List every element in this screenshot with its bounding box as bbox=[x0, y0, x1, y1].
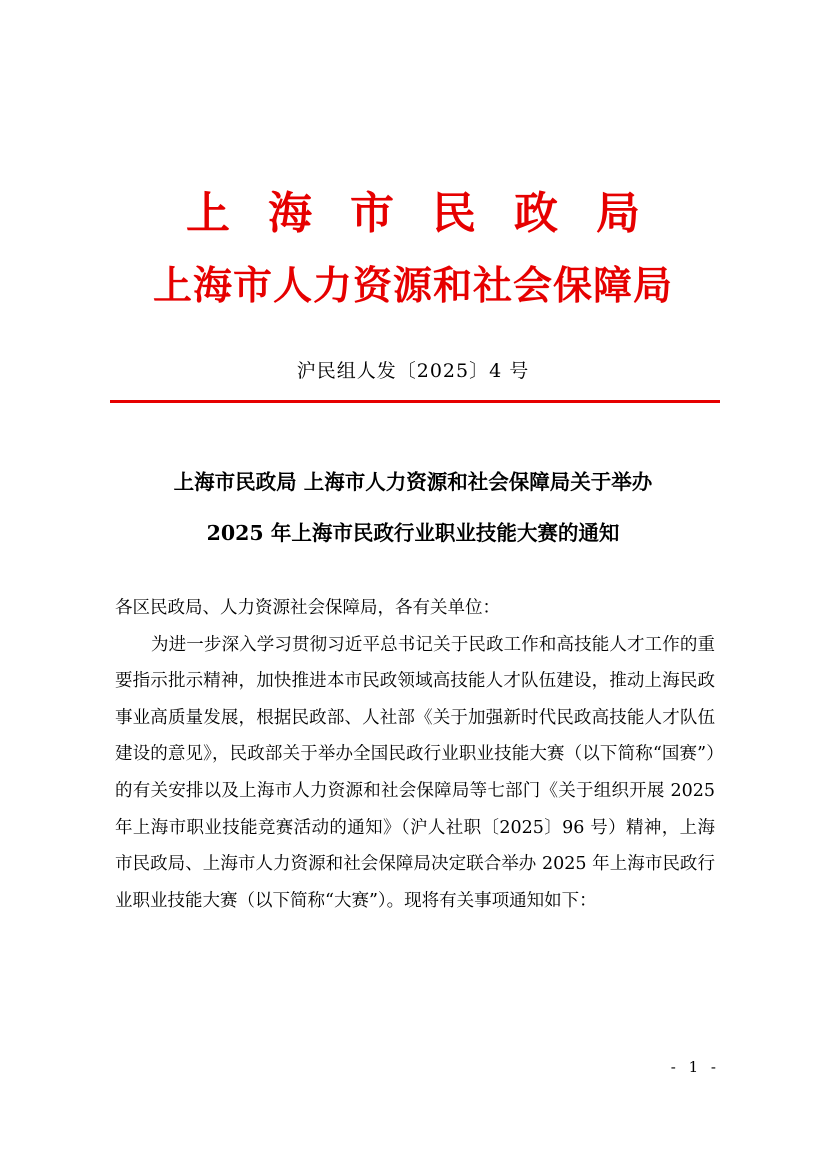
body-paragraph: 为进一步深入学习贯彻习近平总书记关于民政工作和高技能人才工作的重要指示批示精神，加快推进本市民政领域高技能人才队伍建设，推动上海民政事业高质量发展，根据民政部、人社部《关于加强新时代民政高技能人才队伍建设的意见》，民政部关于举办全国民政行业职业技能大赛（以下简称“国赛”）的有关安排以及上海市人力资源和社会保障局等七部门《关于组织开展 2025 年上海市职业技能竞赛活动的通知》（沪人社职〔2025〕96 号）精神，上海市民政局、上海市人力资源和社会保障局决定联合举办 2025 年上海市民政行业职业技能大赛（以下简称“大赛”）。现将有关事项通知如下： bbox=[115, 634, 715, 911]
document-number: 沪民组人发〔2025〕4 号 bbox=[296, 360, 530, 382]
document-title-line-2: 2025 年上海市民政行业职业技能大赛的通知 bbox=[206, 521, 620, 545]
issuer-name-civil-affairs: 上海市民政局 bbox=[186, 188, 678, 239]
salutation: 各区民政局、人力资源社会保障局，各有关单位： bbox=[115, 598, 500, 618]
issuer-name-human-resources: 上海市人力资源和社会保障局 bbox=[152, 263, 673, 309]
page-number: - 1 - bbox=[670, 1058, 720, 1076]
header-divider-line bbox=[110, 400, 720, 403]
document-title-line-1: 上海市民政局 上海市人力资源和社会保障局关于举办 bbox=[173, 470, 653, 494]
document-body bbox=[115, 590, 715, 919]
